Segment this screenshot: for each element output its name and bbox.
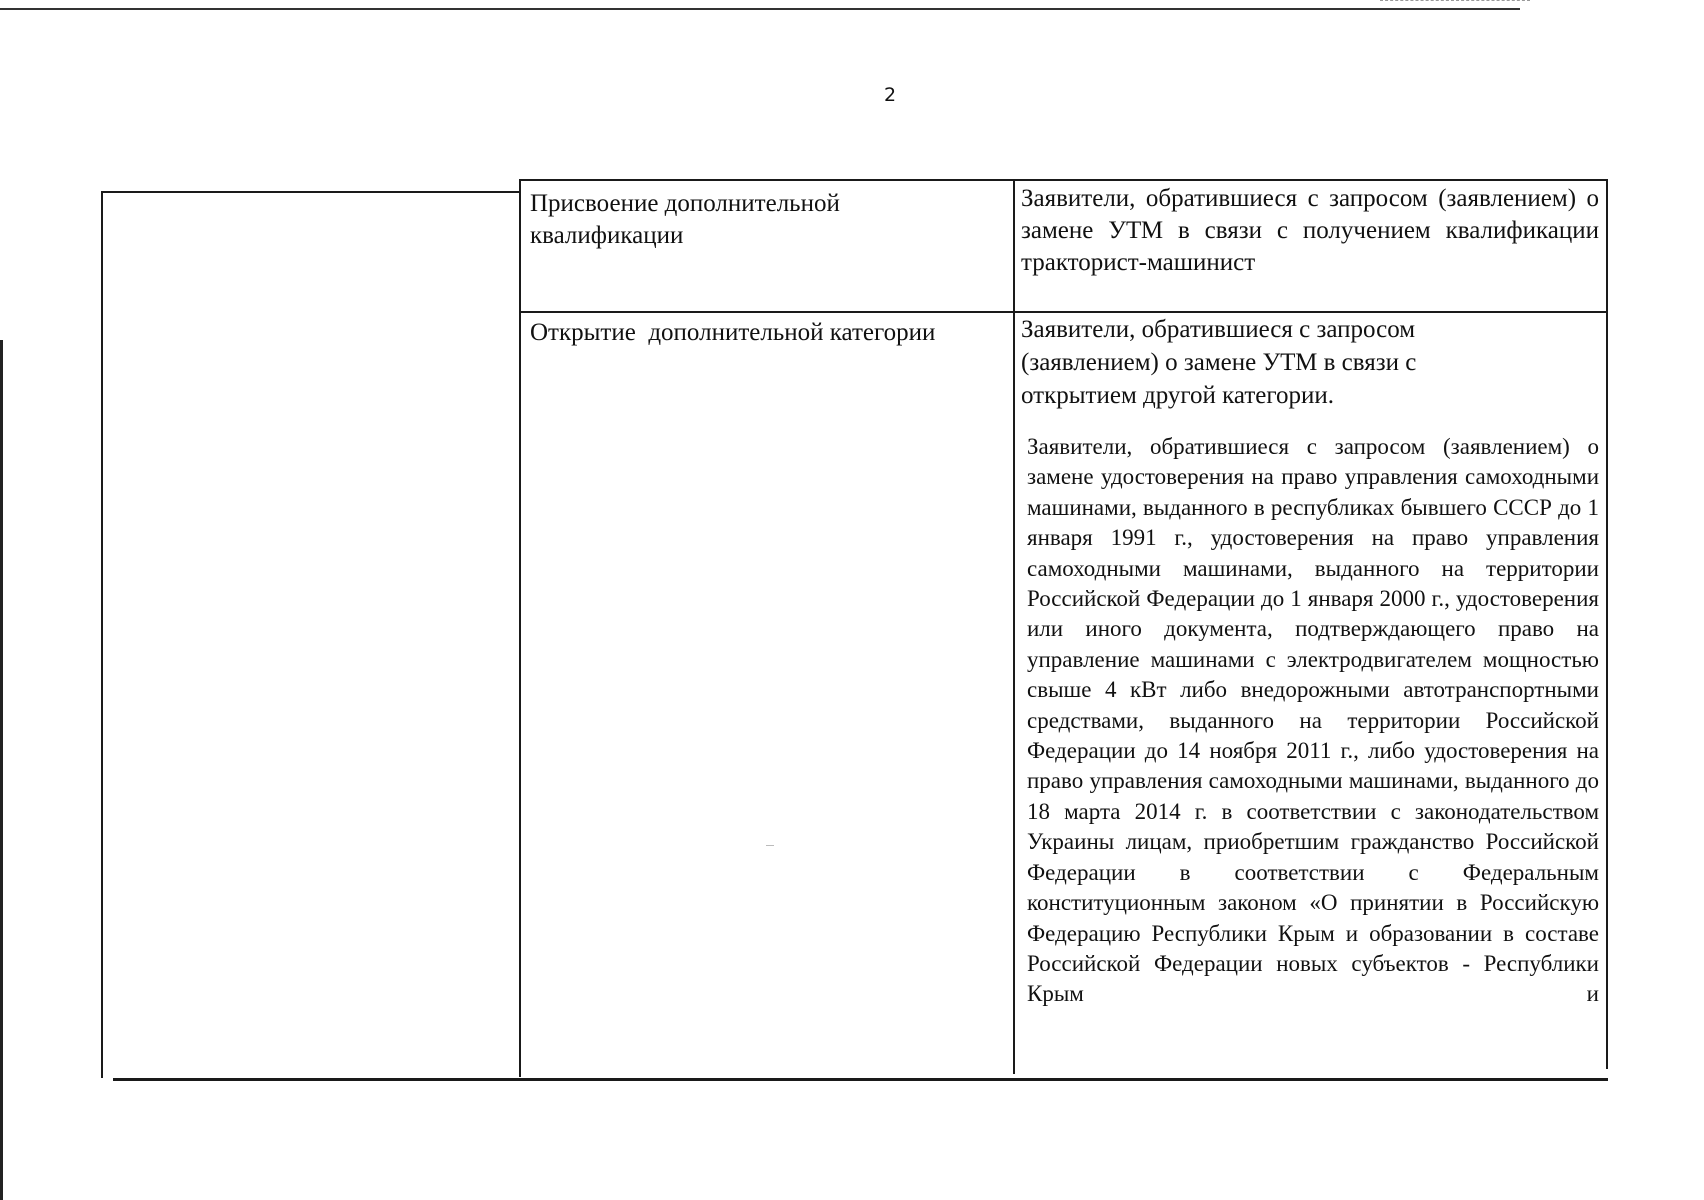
row2-service-name: Открытие дополнительной категории [530,319,936,346]
top-scan-rule-faint [1380,0,1530,1]
row1-applicants: Заявители, обратившиеся с запросом (заявлением) о замене УТМ в связи с получением квалификации тракторист-машинист [1021,185,1599,276]
scan-speck [766,845,774,846]
row2-applicants-paragraph-1: Заявители, обратившиеся с запросом (заявлением) о замене УТМ в связи с открытием другой категории. [1021,316,1417,409]
page-number: 2 [883,84,897,106]
column-divider-2 [1013,181,1015,1074]
table-border-top-right [519,179,1607,181]
table-border-left [101,191,103,1078]
top-scan-rule [0,8,1520,10]
row1-service-name: Присвоение дополнительной квалификации [530,190,840,249]
table-border-top-left [101,191,519,193]
left-scan-edge [0,340,3,1200]
column-divider-1 [519,179,521,1077]
row2-applicants-paragraph-2: Заявители, обратившиеся с запросом (заявлением) о замене удостоверения на право управления самоходными машинами, выданного в республиках бывшего СССР до 1 января 1991 г., удостоверения на право управления самоходными машинами, выданного на территории Российской Федерации до 1 января 2000 г., удостоверения или иного документа, подтверждающего право на управление машинами с электродвигателем мощностью свыше 4 кВт либо внедорожными автотранспортными средствами, выданного на территории Российской Федерации до 14 ноября 2011 г., либо удостоверения на право управления самоходными машинами, выданного до 18 марта 2014 г. в соответствии с законодательством Украины лицам, приобретшим гражданство Российской Федерации в соответствии с Федеральным конституционным законом «О принятии в Российскую Федерацию Республики Крым и образовании в составе Российской Федерации новых субъектов - Республики Крым и [1027,434,1599,1007]
table-border-bottom [113,1078,1608,1081]
